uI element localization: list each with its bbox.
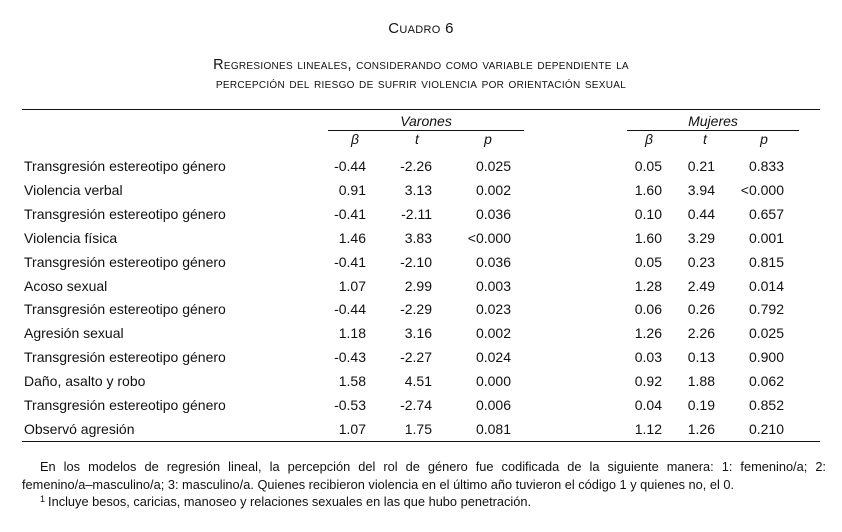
cell-beta-varones: -0.43: [334, 349, 366, 366]
cell-t-varones: -2.74: [400, 397, 432, 413]
cell-p-mujeres: 0.210: [748, 420, 784, 437]
row-label: Violencia verbal: [24, 181, 123, 198]
cell-t-varones: -2.29: [400, 301, 432, 318]
cell-p-varones: 0.002: [475, 181, 511, 198]
cell-beta-mujeres: 1.26: [634, 325, 662, 342]
cell-p-mujeres: 0.852: [748, 397, 784, 413]
cell-beta-varones: 1.18: [338, 325, 366, 342]
table-title-line-2: percepción del riesgo de sufrir violencia por orientación sexual: [215, 76, 627, 92]
row-label: Transgresión estereotipo género: [24, 253, 226, 270]
cell-t-mujeres: 1.88: [687, 373, 715, 390]
cell-beta-varones: -0.41: [334, 205, 366, 222]
row-label: Transgresión estereotipo género: [24, 205, 226, 222]
col-header-p-varones: p: [484, 131, 492, 147]
row-label: Observó agresión: [24, 420, 135, 437]
cell-t-mujeres: 3.94: [687, 181, 715, 198]
table-row: [0, 418, 842, 442]
cell-p-mujeres: 0.900: [748, 349, 784, 366]
table-title-line-1: Regresiones lineales, considerando como variable dependiente la: [213, 57, 629, 73]
cell-beta-mujeres: 0.06: [634, 301, 662, 318]
note-line-1: En los modelos de regresión lineal, la percepción del rol de género fue codificada de la siguiente manera: 1: femenino/a; 2:: [40, 459, 826, 474]
cell-t-varones: -2.10: [400, 253, 432, 270]
cell-p-mujeres: <0.000: [740, 181, 784, 198]
row-label: Agresión sexual: [24, 325, 124, 342]
row-label: Transgresión estereotipo género: [24, 301, 226, 318]
col-header-p-mujeres: p: [760, 131, 768, 147]
col-header-beta-mujeres: β: [645, 131, 653, 147]
cell-beta-varones: 1.58: [338, 373, 366, 390]
cell-beta-varones: 0.91: [338, 181, 366, 198]
table-row: [0, 227, 842, 251]
cell-t-mujeres: 2.26: [687, 325, 715, 342]
table-row: [0, 346, 842, 370]
cell-beta-mujeres: 1.60: [634, 229, 662, 246]
cell-p-mujeres: 0.014: [748, 277, 784, 294]
cell-p-mujeres: 0.001: [748, 229, 784, 246]
cell-t-mujeres: 0.23: [687, 253, 715, 270]
cell-t-varones: 3.83: [404, 229, 432, 246]
cell-t-varones: -2.11: [401, 205, 432, 222]
table-row: [0, 394, 842, 418]
cell-t-varones: 2.99: [404, 277, 432, 294]
group-header-mujeres: Mujeres: [688, 113, 738, 129]
cell-p-mujeres: 0.657: [748, 205, 784, 222]
cell-p-mujeres: 0.025: [748, 325, 784, 342]
cell-beta-mujeres: 0.03: [634, 349, 662, 366]
table-row: [0, 179, 842, 203]
row-label: Transgresión estereotipo género: [24, 158, 226, 174]
cell-p-mujeres: 0.815: [748, 253, 784, 270]
cell-beta-varones: -0.44: [334, 158, 366, 174]
cell-p-varones: 0.036: [475, 205, 511, 222]
cell-p-varones: 0.036: [475, 253, 511, 270]
cell-p-varones: 0.023: [475, 301, 511, 318]
table-row: [0, 370, 842, 394]
footnote-mark: 1: [40, 494, 46, 504]
cell-beta-varones: 1.46: [338, 229, 366, 246]
row-label: Violencia física: [24, 229, 118, 246]
row-label: Transgresión estereotipo género: [24, 349, 226, 366]
cell-t-mujeres: 0.21: [687, 158, 715, 174]
cell-beta-varones: -0.53: [334, 397, 366, 413]
cell-t-varones: 1.75: [404, 420, 432, 437]
top-rule: [22, 109, 820, 110]
cell-t-varones: 4.51: [404, 373, 432, 390]
cell-t-mujeres: 2.49: [687, 277, 715, 294]
cell-beta-varones: 1.07: [338, 277, 366, 294]
footnote-text: Incluye besos, caricias, manoseo y relaciones sexuales en las que hubo penetración.: [48, 494, 532, 509]
table-caption: Cuadro 6: [388, 20, 454, 37]
cell-t-mujeres: 0.19: [687, 397, 715, 413]
col-header-t-varones: t: [415, 131, 419, 147]
cell-p-varones: 0.024: [475, 349, 511, 366]
cell-p-varones: 0.081: [475, 420, 511, 437]
cell-t-mujeres: 0.44: [687, 205, 715, 222]
table-row: [0, 155, 842, 179]
table-row: [0, 298, 842, 322]
cell-beta-mujeres: 0.10: [634, 205, 662, 222]
cell-p-mujeres: 0.062: [748, 373, 784, 390]
cell-t-mujeres: 3.29: [687, 229, 715, 246]
cell-p-varones: 0.002: [475, 325, 511, 342]
note-line-2: femenino/a–masculino/a; 3: masculino/a. Quienes recibieron violencia en el último año tuvieron el código 1 y quienes no, el 0.: [22, 477, 735, 492]
group-header-varones: Varones: [400, 113, 452, 129]
table-row: [0, 203, 842, 227]
cell-p-varones: <0.000: [467, 229, 511, 246]
table-row: [0, 322, 842, 346]
cell-beta-mujeres: 0.05: [634, 253, 662, 270]
cell-p-varones: 0.003: [475, 277, 511, 294]
cell-t-varones: 3.13: [404, 181, 432, 198]
table-row: [0, 275, 842, 299]
cell-beta-mujeres: 0.04: [634, 397, 662, 413]
row-label: Acoso sexual: [24, 277, 108, 294]
cell-t-varones: 3.16: [404, 325, 432, 342]
cell-t-mujeres: 0.26: [687, 301, 715, 318]
cell-t-mujeres: 0.13: [687, 349, 715, 366]
cell-t-mujeres: 1.26: [687, 420, 715, 437]
col-header-t-mujeres: t: [703, 131, 707, 147]
col-header-beta-varones: β: [351, 131, 359, 147]
cell-p-varones: 0.025: [475, 158, 511, 174]
bottom-rule: [22, 441, 820, 442]
cell-p-varones: 0.006: [475, 397, 511, 413]
cell-beta-varones: -0.41: [334, 253, 366, 270]
cell-t-varones: -2.26: [400, 158, 432, 174]
cell-p-mujeres: 0.833: [748, 158, 784, 174]
cell-beta-mujeres: 1.28: [634, 277, 662, 294]
row-label: Transgresión estereotipo género: [24, 397, 226, 413]
cell-beta-mujeres: 0.05: [634, 158, 662, 174]
cell-t-varones: -2.27: [400, 349, 432, 366]
cell-beta-varones: -0.44: [334, 301, 366, 318]
row-label: Daño, asalto y robo: [24, 373, 146, 390]
footnote: [40, 490, 531, 511]
cell-p-mujeres: 0.792: [748, 301, 784, 318]
cell-p-varones: 0.000: [475, 373, 511, 390]
cell-beta-mujeres: 1.12: [634, 420, 662, 437]
cell-beta-varones: 1.07: [338, 420, 366, 437]
cell-beta-mujeres: 1.60: [634, 181, 662, 198]
cell-beta-mujeres: 0.92: [634, 373, 662, 390]
table-row: [0, 251, 842, 275]
